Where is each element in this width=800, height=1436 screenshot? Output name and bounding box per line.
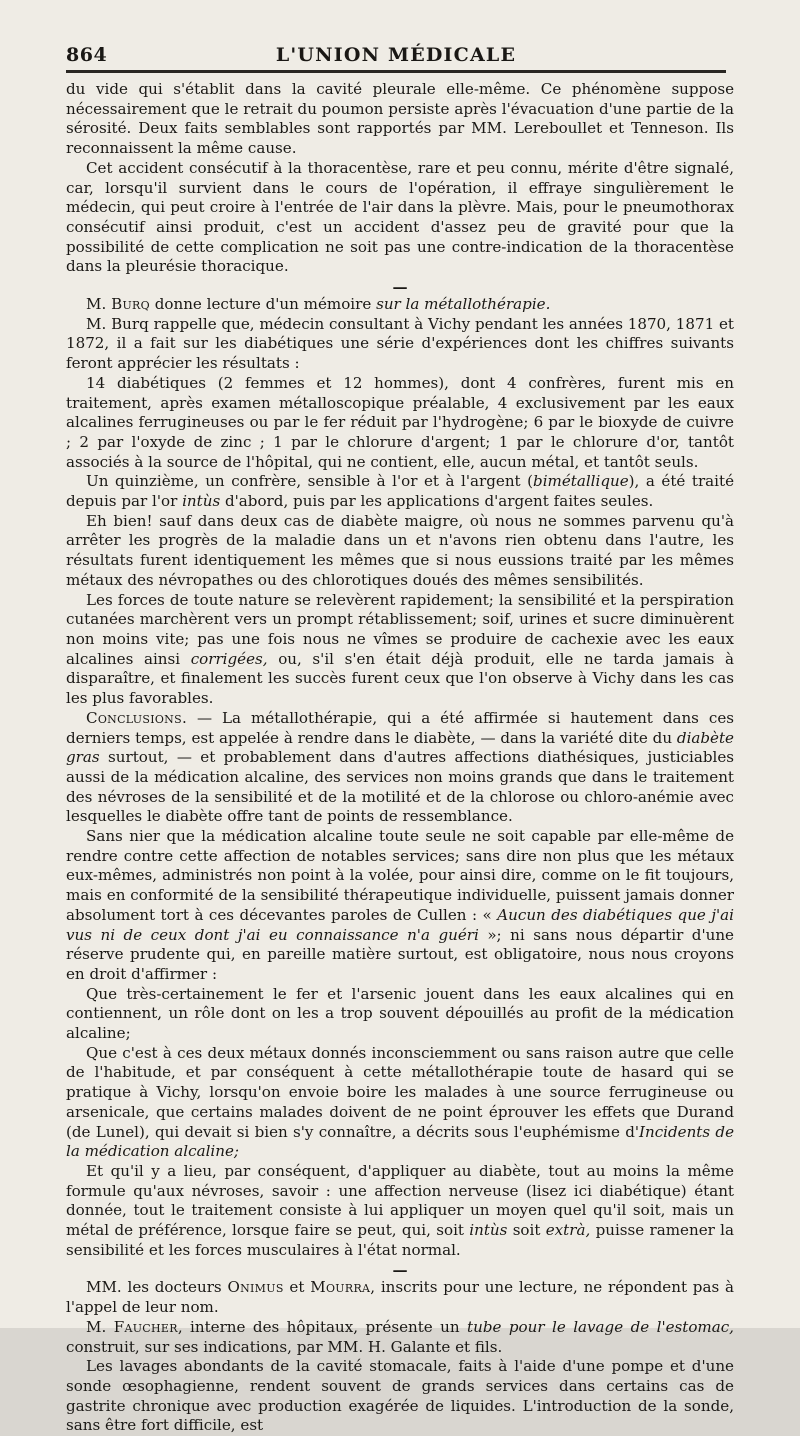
text-run: donne lecture d'un mémoire: [149, 295, 377, 314]
paragraph-1: [66, 80, 734, 159]
text-run: »; ni sans nous départir d'une réserve prudente qui, en pareille matière surtout, est obligatoire, nous nous croyons en droit d'affirmer :: [66, 925, 734, 983]
italic-run: Aucun des diabétiques que j'ai vus ni de ceux dont j'ai eu connaissance n'a guéri: [66, 905, 734, 944]
paragraph-6: [66, 472, 734, 511]
italic-run: intùs: [182, 492, 221, 511]
text-run: Cet accident consécutif à la thoracentèse, rare et peu connu, mérite d'être signalé, car, lorsqu'il survient dans le cours de l'opération, il effraye singulièrement le médecin, qui peut croire à l'entrée de l'air dans la plèvre. Mais, pour le pneumothorax consécutif ainsi produit, c'est un accident d'assez peu de gravité pour que la possibilité de cette complication ne soit pas une contre-indication de la thoracentèse dans la pleurésie thoracique.: [66, 158, 734, 276]
text-run: MM. les docteurs: [86, 1278, 228, 1297]
paragraph-3: [66, 295, 734, 315]
text-run: construit, sur ses indications, par MM. H. Galante et fils.: [66, 1337, 503, 1356]
paragraph-2: [66, 159, 734, 277]
small-caps-run: Mourra: [310, 1278, 371, 1297]
text-run: Un quinzième, un confrère, sensible à l'or et à l'argent (: [86, 472, 534, 491]
text-run: puisse ramener la sensibilité et les forces musculaires à l'état normal.: [66, 1221, 734, 1259]
text-run: Les lavages abondants de la cavité stomacale, faits à l'aide d'une pompe et d'une sonde œsophagienne, rendent souvent de grands services dans certains cas de gastrite chronique avec production exagérée de liquides. L'introduction de la sonde, sans être fort difficile, est: [66, 1357, 734, 1435]
text-run: Et qu'il y a lieu, par conséquent, d'appliquer au diabète, tout au moins la même formule qu'aux névroses, savoir : une affection nerveuse (lisez ici diabétique) étant donnée, tout le traitement consiste à lui appliquer un moyen quel qu'il soit, mais un métal de préférence, lorsque faire se peut, qui, soit: [66, 1161, 734, 1240]
italic-run: sur la métallothérapie.: [376, 295, 551, 314]
text-run: ou, s'il s'en était déjà produit, elle ne tarda jamais à disparaître, et finalement les succès furent ceux que l'on observe à Vichy dans les cas les plus favorables.: [66, 649, 734, 708]
small-caps-run: Faucher: [113, 1317, 178, 1336]
text-run: , interne des hôpitaux, présente un: [177, 1317, 468, 1336]
paragraph-8: [66, 591, 734, 709]
text-run: ), a été traité depuis par l'or: [66, 472, 734, 511]
paragraph-10: [66, 827, 734, 985]
small-caps-run: Onimus: [227, 1278, 284, 1297]
italic-run: Incidents de la médication alcaline;: [66, 1122, 734, 1161]
italic-run: tube pour le lavage de l'estomac,: [467, 1317, 734, 1336]
text-run: , inscrits pour une lecture, ne répondent pas à l'appel de leur nom.: [66, 1278, 734, 1317]
paragraph-13: [66, 1162, 734, 1261]
text-run: surtout, — et probablement dans d'autres affections diathésiques, justiciables aussi de la médication alcaline, des services non moins grands que dans le traitement des névroses de la sensibilité et de la motilité et de la chlorose ou chloro-anémie avec lesquelles le diabète offre tant de points de ressemblance.: [66, 748, 734, 826]
small-caps-run: Conclusions.: [86, 708, 188, 727]
italic-run: extrà,: [545, 1221, 591, 1240]
page-number: 864: [66, 44, 108, 66]
text-run: 14 diabétiques (2 femmes et 12 hommes), dont 4 confrères, furent mis en traitement, après examen métalloscopique préalable, 4 exclusivement par les eaux alcalines ferrugineuses ou par le fer réduit par l'hydrogène; 6 par le bioxyde de cuivre ; 2 par l'oxyde de zinc ; 1 par le chlorure d'argent; 1 par le chlorure d'or, tantôt associés à la source de l'hôpital, qui ne contient, elle, aucun métal, et tantôt seuls.: [66, 373, 734, 471]
text-run: M.: [86, 1317, 114, 1336]
small-caps-run: Burq: [111, 295, 150, 314]
page-header: [66, 36, 726, 64]
paragraph-7: [66, 512, 734, 591]
italic-run: corrigées,: [190, 649, 268, 668]
text-run: Les forces de toute nature se relevèrent rapidement; la sensibilité et la perspiration cutanées marchèrent vers un prompt rétablissement; soif, urines et sucre diminuèrent non moins vite; pas une fois nous ne vîmes se produire de cachexie avec les eaux alcalines ainsi: [66, 590, 734, 668]
paragraph-9: [66, 709, 734, 827]
text-run: du vide qui s'établit dans la cavité pleurale elle-même. Ce phénomène suppose nécessairement que le retrait du poumon persiste après l'évacuation d'une partie de la sérosité. Deux faits semblables sont rapportés par MM. Lereboullet et Tenneson. Ils reconnaissent la même cause.: [66, 80, 734, 158]
paragraph-14: [66, 1278, 734, 1317]
section-separator: —: [392, 278, 408, 297]
paragraph-11: [66, 985, 734, 1044]
text-run: Eh bien! sauf dans deux cas de diabète maigre, où nous ne sommes parvenu qu'à arrêter les progrès de la maladie dans un et n'avons rien obtenu dans l'autre, les résultats furent identiquement les mêmes que si nous eussions traité par les mêmes métaux des névropathes ou des chlorotiques doués des mêmes sensibilités.: [66, 511, 734, 589]
text-run: — La métallothérapie, qui a été affirmée si hautement dans ces derniers temps, est appelée à rendre dans le diabète, — dans la variété dite du: [66, 708, 734, 747]
article-body: [66, 80, 734, 1436]
text-run: M. Burq rappelle que, médecin consultant à Vichy pendant les années 1870, 1871 et 1872, il a fait sur les diabétiques une série d'expériences dont les chiffres suivants feront apprécier les résultats :: [66, 314, 734, 373]
text-run: M.: [86, 295, 112, 314]
text-run: Que très-certainement le fer et l'arsenic jouent dans les eaux alcalines qui en contiennent, un rôle dont on les a trop souvent dépouillés au profit de la médication alcaline;: [66, 984, 734, 1043]
text-run: d'abord, puis par les applications d'argent faites seules.: [220, 492, 654, 511]
paragraph-15: [66, 1318, 734, 1357]
italic-run: intùs: [469, 1221, 508, 1240]
text-run: et: [283, 1278, 311, 1297]
paragraph-4: [66, 315, 734, 374]
paragraph-5: [66, 374, 734, 473]
section-separator: —: [392, 1261, 408, 1280]
running-title: L'UNION MÉDICALE: [275, 44, 517, 66]
text-run: soit: [507, 1221, 546, 1240]
text-run: Que c'est à ces deux métaux donnés inconsciemment ou sans raison autre que celle de l'habitude, et par conséquent à cette métallothérapie toute de hasard qui se pratique à Vichy, lorsqu'on envoie boire les malades à une source ferrugineuse ou arsenicale, que certains malades doivent de ne point éprouver les effets que Durand (de Lunel), qui devait si bien s'y connaître, a décrits sous l'euphémisme d': [66, 1043, 734, 1141]
paragraph-12: [66, 1044, 734, 1162]
header-rule: [66, 70, 726, 73]
italic-run: bimétallique: [533, 472, 629, 491]
paragraph-16: [66, 1357, 734, 1436]
italic-run: diabète gras: [66, 728, 734, 767]
text-run: Sans nier que la médication alcaline toute seule ne soit capable par elle-même de rendre contre cette affection de notables services; sans dire non plus que les métaux eux-mêmes, administrés non point à la volée, pour ainsi dire, comme on le fit toujours, mais en conformité de la sensibilité thérapeutique individuelle, puissent jamais donner absolument tort à ces décevantes paroles de Cullen : «: [66, 827, 734, 924]
